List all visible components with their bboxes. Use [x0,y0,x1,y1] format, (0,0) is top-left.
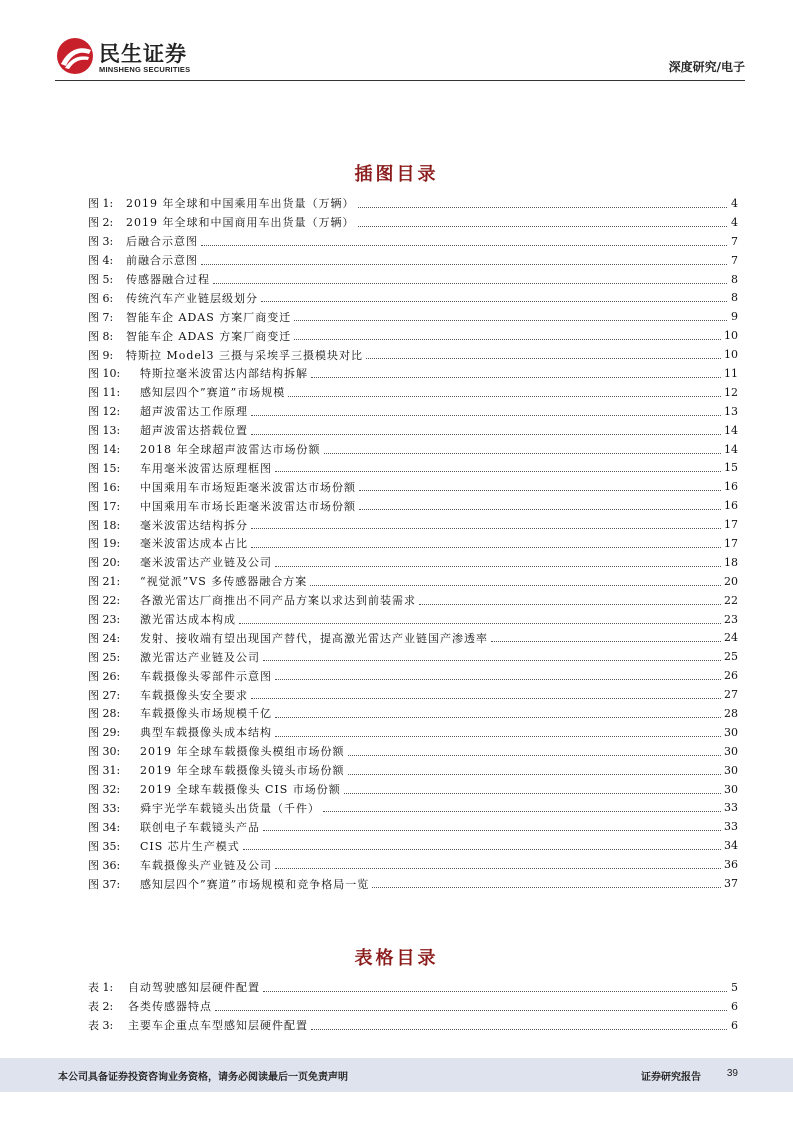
toc-entry[interactable] [88,496,738,515]
toc-entry-page: 17 [724,518,738,532]
toc-entry-number: 图 14: [88,443,121,457]
toc-entry[interactable] [88,383,738,402]
page-header [55,34,745,82]
toc-entry-title: 2019 年全球和中国乘用车出货量（万辆） [126,197,355,211]
toc-entry-title: CIS 芯片生产模式 [140,839,240,853]
toc-entry-title: 主要车企重点车型感知层硬件配置 [128,1019,308,1033]
toc-entry-number: 图 36: [88,858,121,872]
toc-entry-title: 感知层四个”赛道”市场规模 [140,386,286,400]
toc-leader-dots [263,991,727,992]
toc-entry-number: 图 27: [88,688,121,702]
toc-entry-title: 自动驾驶感知层硬件配置 [128,981,260,995]
toc-entry-page: 6 [731,999,738,1013]
toc-entry[interactable] [88,421,738,440]
toc-entry-title: 毫米波雷达成本占比 [140,537,248,551]
toc-entry[interactable] [88,288,738,307]
toc-leader-dots [359,490,721,491]
logo-english-name: MINSHENG SECURITIES [99,65,191,74]
toc-entry-number: 图 34: [88,820,121,834]
toc-entry[interactable] [88,440,738,459]
toc-leader-dots [251,698,721,699]
toc-leader-dots [215,1010,727,1011]
toc-entry-page: 15 [724,461,738,475]
toc-leader-dots [324,453,722,454]
toc-entry-title: 各类传感器特点 [128,1000,212,1014]
toc-entry-page: 18 [724,555,738,569]
toc-entry-number: 图 17: [88,499,121,513]
toc-entry[interactable] [88,874,738,893]
toc-entry-number: 图 30: [88,745,121,759]
toc-entry-page: 30 [724,744,738,758]
toc-entry[interactable] [88,572,738,591]
toc-entry-number: 图 33: [88,801,121,815]
toc-entry-number: 图 32: [88,783,121,797]
toc-entry-title: 智能车企 ADAS 方案厂商变迁 [126,329,292,343]
toc-entry-title: 特斯拉 Model3 三摄与采埃孚三摄模块对比 [126,348,363,362]
toc-entry[interactable] [88,402,738,421]
toc-entry-number: 图 11: [88,386,121,400]
toc-entry-number: 图 12: [88,405,121,419]
toc-entry-number: 图 8: [88,329,114,343]
toc-entry-number: 图 5: [88,273,114,286]
toc-entry[interactable] [88,855,738,874]
toc-entry-title: 典型车载摄像头成本结构 [140,726,272,740]
toc-leader-dots [201,264,727,265]
toc-leader-dots [275,868,721,869]
toc-entry-title: 2019 年全球车载摄像头镜头市场份额 [140,764,345,778]
toc-entry[interactable] [88,534,738,553]
figures-toc-list [88,194,738,893]
toc-entry[interactable] [88,232,738,251]
toc-entry-page: 16 [724,480,738,494]
toc-leader-dots [348,774,722,775]
toc-entry[interactable] [88,647,738,666]
toc-entry-number: 图 35: [88,839,121,853]
toc-leader-dots [201,245,727,246]
toc-entry-page: 7 [731,234,738,248]
toc-entry[interactable] [88,799,738,818]
toc-entry-number: 图 18: [88,518,121,532]
toc-entry-title: 发射、接收端有望出现国产替代，提高激光雷达产业链国产渗透率 [140,631,488,645]
toc-entry-number: 图 4: [88,254,114,268]
toc-leader-dots [311,377,721,378]
toc-entry[interactable] [88,704,738,723]
toc-leader-dots [275,679,721,680]
toc-entry[interactable] [88,610,738,629]
toc-entry-number: 图 24: [88,631,121,645]
toc-entry-page: 30 [724,763,738,777]
footer-report-label: 证券研究报告 [641,1072,701,1083]
toc-entry[interactable] [88,628,738,647]
toc-leader-dots [263,830,721,831]
toc-entry-title: 前融合示意图 [126,254,198,268]
toc-entry-number: 图 21: [88,575,121,589]
toc-entry[interactable] [88,742,738,761]
toc-entry-page: 22 [724,593,738,607]
toc-entry-page: 6 [731,1018,738,1032]
toc-leader-dots [358,226,728,227]
footer-page-number: 39 [726,1068,738,1079]
toc-entry[interactable] [88,251,738,270]
report-type: 深度研究/电子 [668,60,745,74]
toc-entry-number: 图 23: [88,613,121,627]
toc-entry-page: 20 [724,574,738,588]
toc-entry-number: 图 22: [88,594,121,608]
toc-entry-page: 37 [724,877,738,890]
toc-leader-dots [323,811,721,812]
toc-entry-number: 图 31: [88,764,121,778]
toc-entry-title: 毫米波雷达结构拆分 [140,518,248,532]
toc-entry-number: 图 37: [88,877,121,891]
toc-entry-title: 中国乘用车市场长距毫米波雷达市场份额 [140,499,356,513]
toc-entry-page: 4 [731,215,738,229]
tables-toc-list [88,978,738,1035]
toc-entry-page: 14 [724,423,738,437]
toc-entry-page: 4 [731,196,738,210]
toc-entry[interactable] [88,345,738,364]
toc-entry-number: 图 15: [88,461,121,475]
toc-entry-title: 舜宇光学车载镜头出货量（千件） [140,801,320,815]
toc-entry[interactable] [88,458,738,477]
toc-leader-dots [251,528,721,529]
toc-entry-page: 17 [724,536,738,550]
toc-entry-number: 图 25: [88,650,121,664]
toc-entry-number: 图 20: [88,556,121,570]
toc-leader-dots [275,717,721,718]
toc-entry-page: 26 [724,669,738,683]
toc-entry-page: 12 [724,385,738,399]
toc-entry[interactable] [88,761,738,780]
toc-leader-dots [251,415,721,416]
toc-entry-number: 图 1: [88,197,114,211]
toc-leader-dots [419,604,721,605]
toc-entry-title: 2019 全球车载摄像头 CIS 市场份额 [140,783,341,797]
toc-leader-dots [263,660,721,661]
toc-entry[interactable] [88,591,738,610]
toc-entry-number: 图 7: [88,310,114,324]
toc-entry-title: 车载摄像头安全要求 [140,688,248,702]
toc-entry-title: “视觉派”VS 多传感器融合方案 [140,575,308,589]
figures-toc-title: 插图目录 [354,164,439,185]
toc-entry-number: 图 6: [88,291,114,305]
toc-entry-page: 10 [724,348,738,362]
toc-leader-dots [275,736,721,737]
toc-entry-page: 30 [724,725,738,739]
toc-entry-title: 中国乘用车市场短距毫米波雷达市场份额 [140,480,356,494]
logo-chinese-name: 民生证券 [99,42,187,66]
toc-entry-page: 9 [731,310,738,324]
toc-entry-number: 表 1: [88,981,114,995]
toc-entry-page: 33 [724,820,738,834]
toc-entry[interactable] [88,270,738,289]
toc-entry-title: 联创电子车载镜头产品 [140,820,260,834]
toc-leader-dots [311,1029,727,1030]
toc-entry-title: 2018 年全球超声波雷达市场份额 [140,443,321,457]
toc-entry-page: 36 [724,858,738,872]
toc-leader-dots [243,849,721,850]
toc-entry-page: 13 [724,404,738,418]
toc-entry-number: 图 10: [88,367,121,381]
toc-leader-dots [491,641,721,642]
toc-entry-page: 5 [731,980,738,994]
toc-entry[interactable] [88,817,738,836]
toc-leader-dots [294,339,721,340]
toc-entry-page: 27 [724,688,738,702]
toc-entry-page: 10 [724,329,738,343]
toc-leader-dots [344,793,721,794]
toc-entry-title: 激光雷达产业链及公司 [140,650,260,664]
toc-entry-title: 后融合示意图 [126,235,198,249]
toc-entry-number: 表 2: [88,1000,114,1014]
toc-entry-title: 2019 年全球车载摄像头模组市场份额 [140,745,345,759]
toc-leader-dots [359,509,721,510]
toc-entry[interactable] [88,685,738,704]
toc-entry-title: 车用毫米波雷达原理框图 [140,461,272,475]
toc-leader-dots [294,320,727,321]
toc-entry-page: 8 [731,272,738,286]
toc-entry-page: 34 [724,839,738,853]
toc-leader-dots [372,887,721,888]
toc-entry-page: 24 [724,631,738,645]
toc-entry[interactable] [88,780,738,799]
toc-leader-dots [348,755,722,756]
toc-entry-number: 图 19: [88,537,121,551]
toc-leader-dots [251,434,721,435]
toc-entry-page: 7 [731,253,738,267]
header-divider [55,80,745,81]
page-footer [0,1058,793,1092]
toc-entry-number: 图 9: [88,348,114,362]
toc-entry-title: 毫米波雷达产业链及公司 [140,556,272,570]
toc-entry-page: 23 [724,612,738,626]
toc-entry-number: 图 13: [88,424,121,438]
toc-entry-page: 33 [724,801,738,815]
toc-entry-page: 8 [731,291,738,305]
toc-entry[interactable] [88,515,738,534]
toc-leader-dots [275,471,721,472]
toc-leader-dots [213,283,727,284]
toc-entry-page: 25 [724,650,738,664]
toc-entry[interactable] [88,553,738,572]
toc-entry-title: 超声波雷达搭载位置 [140,424,248,438]
toc-entry-number: 表 3: [88,1019,114,1033]
toc-leader-dots [310,585,721,586]
toc-entry-title: 激光雷达成本构成 [140,613,236,627]
toc-leader-dots [366,358,721,359]
toc-entry[interactable] [88,194,738,213]
toc-leader-dots [358,207,728,208]
toc-entry[interactable] [88,978,738,997]
toc-entry-page: 14 [724,442,738,456]
toc-entry-page: 30 [724,782,738,796]
toc-entry[interactable] [88,997,738,1016]
toc-entry-number: 图 3: [88,235,114,249]
toc-leader-dots [288,396,721,397]
toc-entry-page: 11 [724,366,738,380]
toc-leader-dots [261,301,727,302]
toc-entry-number: 图 26: [88,669,121,683]
minsheng-logo-icon [55,36,95,76]
toc-entry-title: 智能车企 ADAS 方案厂商变迁 [126,310,292,324]
tables-toc-title: 表格目录 [354,948,439,969]
toc-entry[interactable] [88,364,738,383]
toc-entry-number: 图 2: [88,216,114,230]
toc-entry[interactable] [88,723,738,742]
toc-entry-title: 传感器融合过程 [126,273,210,286]
toc-entry[interactable] [88,666,738,685]
toc-entry[interactable] [88,1016,738,1035]
toc-entry[interactable] [88,213,738,232]
toc-entry-page: 16 [724,499,738,513]
toc-entry[interactable] [88,326,738,345]
toc-entry-title: 车载摄像头产业链及公司 [140,858,272,872]
toc-entry-title: 感知层四个”赛道”市场规模和竞争格局一览 [140,877,370,891]
toc-entry[interactable] [88,307,738,326]
footer-disclaimer: 本公司具备证券投资咨询业务资格，请务必阅读最后一页免责声明 [58,1072,348,1083]
toc-leader-dots [251,547,721,548]
toc-entry-title: 各激光雷达厂商推出不同产品方案以求达到前装需求 [140,594,416,608]
toc-entry-title: 传统汽车产业链层级划分 [126,291,258,305]
toc-entry-number: 图 16: [88,480,121,494]
toc-entry-title: 2019 年全球和中国商用车出货量（万辆） [126,216,355,230]
toc-entry-number: 图 28: [88,707,121,721]
toc-entry-number: 图 29: [88,726,121,740]
toc-entry-title: 车载摄像头零部件示意图 [140,669,272,683]
toc-entry[interactable] [88,477,738,496]
toc-entry-title: 车载摄像头市场规模千亿 [140,707,272,721]
toc-entry[interactable] [88,836,738,855]
toc-entry-title: 特斯拉毫米波雷达内部结构拆解 [140,367,308,381]
toc-leader-dots [275,566,721,567]
toc-leader-dots [239,623,721,624]
toc-entry-title: 超声波雷达工作原理 [140,405,248,419]
toc-entry-page: 28 [724,706,738,720]
